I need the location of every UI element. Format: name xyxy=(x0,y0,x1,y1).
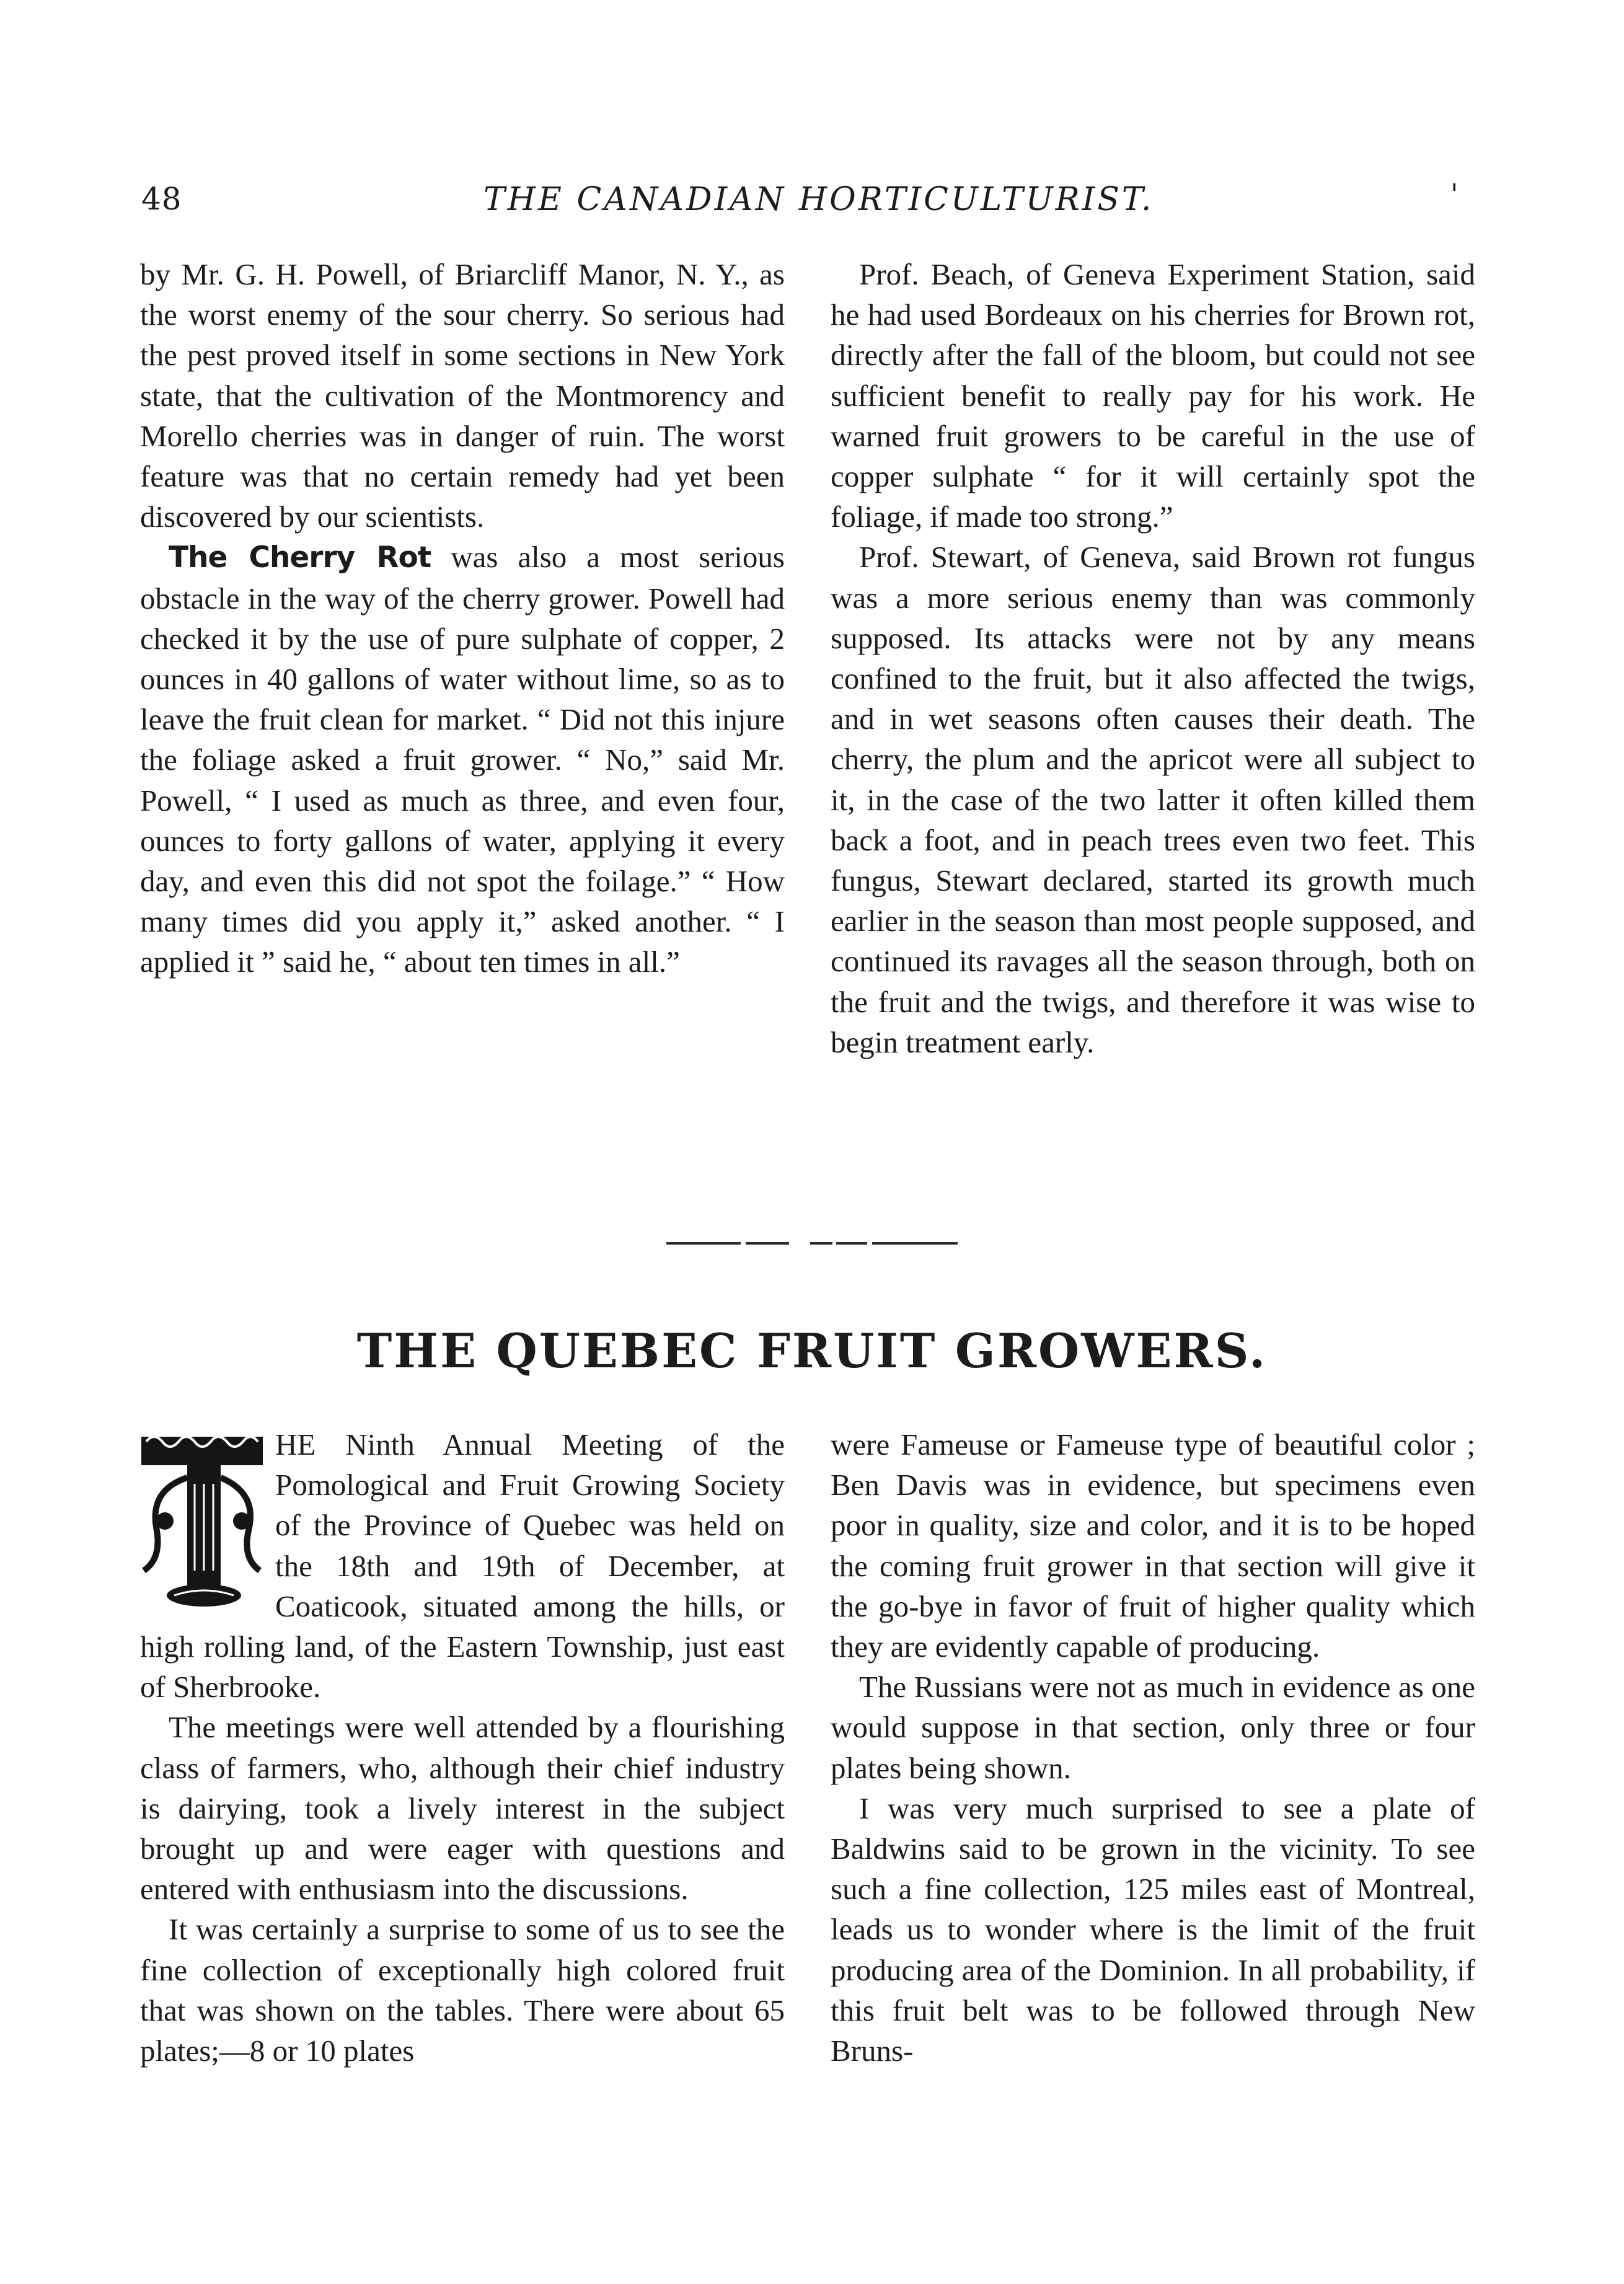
column-bottom-left xyxy=(140,1424,785,2071)
column-bottom-right xyxy=(831,1424,1475,2071)
lead-text: HE Ninth Annual Meeting of the Pomological and Fruit Growing Society of the Province of Quebec was held on the 18th and 19th of December, at Coaticook, situated among the hills, or high rolling land, of the Eastern Township, just east of Sherbrooke. xyxy=(140,1427,785,1704)
paragraph: were Fameuse or Fameuse type of beautiful color ; Ben Davis was in evidence, but specimens even poor in quality, size and color, and it is to be hoped the coming fruit grower in that section will give it the go-bye in favor of fruit of higher quality which they are evidently capable of producing. xyxy=(831,1427,1475,1664)
lead-paragraph xyxy=(140,1424,785,1707)
header-mark: ' xyxy=(1450,177,1459,211)
article-title: THE QUEBEC FRUIT GROWERS. xyxy=(356,1323,1268,1378)
runin-heading: The Cherry Rot xyxy=(169,540,431,575)
runin-body: was also a most serious obstacle in the way of the cherry grower. Powell had checked it by the use of pure sulphate of copper, 2 ounces in 40 gallons of water without lime, so as to leave the fruit clean for market. “ Did not this injure the foliage asked a fruit grower. “ No,” said Mr. Powell, “ I used as much as three, and even four, ounces to forty gallons of water, applying it every day, and even this did not spot the foilage.” “ How many times did you apply it,” asked another. “ I applied it ” said he, “ about ten times in all.” xyxy=(140,540,785,979)
paragraph: by Mr. G. H. Powell, of Briarcliff Manor, N. Y., as the worst enemy of the sour cherry. So serious had the pest proved itself in some sections in New York state, that the cultivation of the Montmorency and Morello cherries was in danger of ruin. The worst feature was that no certain remedy had yet been discovered by our scientists. xyxy=(140,257,785,534)
paragraph: I was very much surprised to see a plate of Baldwins said to be grown in the vicinity. To see such a fine collection, 125 miles east of Montreal, leads us to wonder where is the limit of the fruit producing area of the Dominion. In all probability, if this fruit belt was to be followed through New Bruns- xyxy=(831,1791,1475,2068)
ornamental-dropcap-icon xyxy=(140,1428,264,1614)
page-number: 48 xyxy=(141,181,182,217)
paragraph: The Russians were not as much in evidence as one would suppose in that section, only three or four plates being shown. xyxy=(831,1670,1475,1785)
paragraph-cherry-rot xyxy=(140,537,785,982)
column-top-right xyxy=(831,254,1475,1062)
running-head: THE CANADIAN HORTICULTURIST. xyxy=(483,181,1154,218)
paragraph: The meetings were well attended by a flourishing class of farmers, who, although their chief industry is dairying, took a lively interest in the subject brought up and were eager with questions and entered with enthusiasm into the discussions. xyxy=(140,1710,785,1907)
section-divider xyxy=(666,1240,958,1247)
paragraph: Prof. Beach, of Geneva Experiment Station, said he had used Bordeaux on his cherries for Brown rot, directly after the fall of the bloom, but could not see sufficient benefit to really pay for his work. He warned fruit growers to be careful in the use of copper sulphate “ for it will certainly spot the foliage, if made too strong.” xyxy=(831,257,1475,534)
paragraph: It was certainly a surprise to some of us to see the fine collection of exceptionally high colored fruit that was shown on the tables. There were about 65 plates;—8 or 10 plates xyxy=(140,1912,785,2068)
column-top-left xyxy=(140,254,785,982)
paragraph: Prof. Stewart, of Geneva, said Brown rot fungus was a more serious enemy than was commonly supposed. Its attacks were not by any means confined to the fruit, but it also affected the twigs, and in wet seasons often causes their death. The cherry, the plum and the apricot were all subject to it, in the case of the two latter it often killed them back a foot, and in peach trees even two feet. This fungus, Stewart declared, started its growth much earlier in the season than most people supposed, and continued its ravages all the season through, both on the fruit and the twigs, and therefore it was wise to begin treatment early. xyxy=(831,540,1475,1059)
